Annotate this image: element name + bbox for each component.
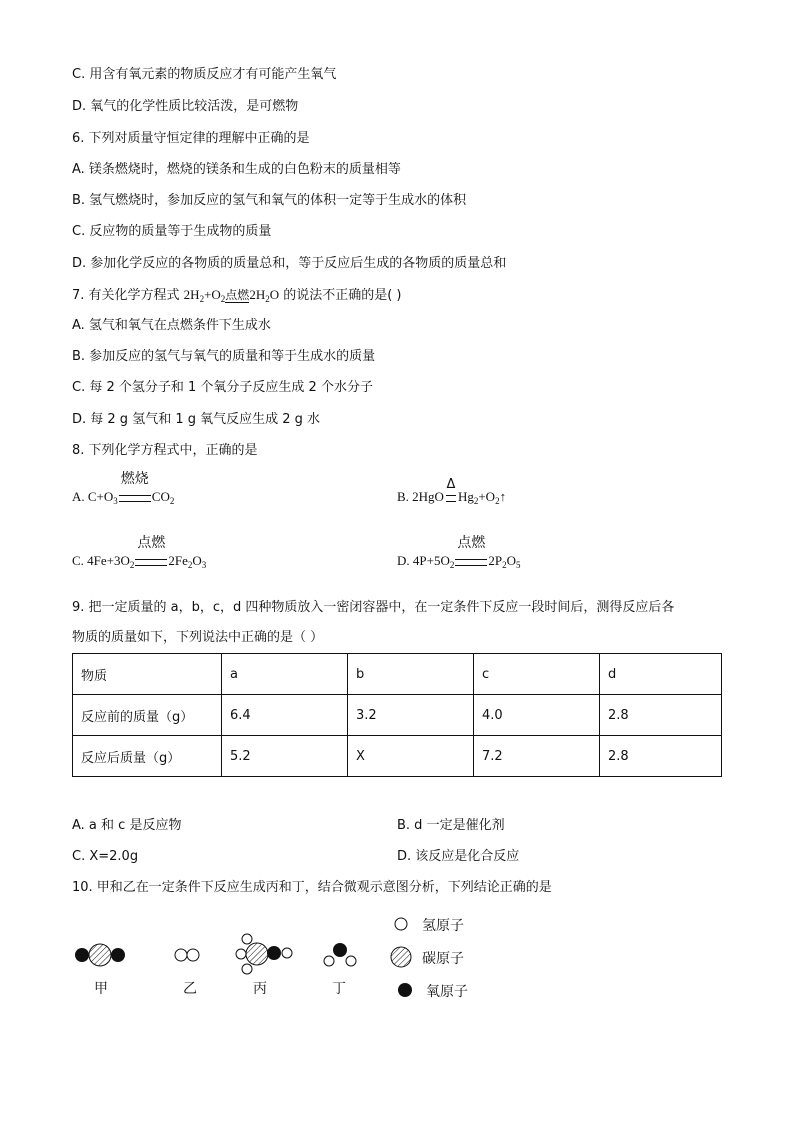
table-row — [73, 695, 722, 736]
q8c-condition: 点燃 — [137, 535, 166, 551]
question-6-option-d: D. 参加化学反应的各物质的质量总和，等于反应后生成的各物质的质量总和 — [72, 256, 507, 271]
label-jia: 甲 — [94, 981, 108, 997]
q7-lhs: 2H — [183, 287, 200, 302]
table-cell: 物质 — [73, 654, 222, 695]
q8b-arrow: ↑ — [499, 489, 507, 504]
q8b-equals-bar — [446, 495, 456, 502]
q7-condition: 点燃 — [225, 288, 250, 302]
table-cell: 6.4 — [222, 695, 348, 736]
q7-rhs-sub: 2 — [265, 294, 270, 304]
table-cell: b — [348, 654, 474, 695]
legend-oxygen-icon — [398, 983, 412, 997]
question-9-option-b: B. d 一定是催化剂 — [397, 818, 505, 833]
legend-oxygen-label: 氧原子 — [426, 984, 468, 1000]
question-7-option-c: C. 每 2 个氢分子和 1 个氧分子反应生成 2 个水分子 — [72, 380, 373, 395]
q7-suffix: 的说法不正确的是( ) — [279, 288, 402, 303]
q8c-sub3: 3 — [201, 560, 207, 570]
table-row — [73, 736, 722, 777]
legend-carbon-label: 碳原子 — [422, 951, 464, 967]
question-9-option-a: A. a 和 c 是反应物 — [72, 818, 182, 833]
q8c-product: 2Fe — [168, 553, 188, 568]
table-cell: a — [222, 654, 348, 695]
molecule-jia — [75, 944, 125, 966]
q8c-equals-bar — [135, 559, 167, 566]
q8b-label: B. 2HgO — [397, 489, 444, 504]
molecule-svg — [0, 900, 794, 1020]
q8b-product: Hg — [457, 489, 474, 504]
question-6-stem: 6. 下列对质量守恒定律的理解中正确的是 — [72, 131, 310, 146]
q8d-sub1: 2 — [449, 560, 455, 570]
question-9-stem-line1: 9. 把一定质量的 a，b，c，d 四种物质放入一密闭容器中，在一定条件下反应一段时间后，测得反应后各 — [72, 600, 675, 615]
q8a-condition: 燃烧 — [120, 471, 149, 487]
molecule-bing — [236, 934, 292, 974]
q8b-sub1: 2 — [473, 496, 479, 506]
question-7-option-b: B. 参加反应的氢气与氧气的质量和等于生成水的质量 — [72, 349, 376, 364]
question-8-option-b — [397, 477, 507, 506]
table-cell: 2.8 — [600, 736, 722, 777]
question-10-stem: 10. 甲和乙在一定条件下反应生成丙和丁，结合微观示意图分析，下列结论正确的是 — [72, 880, 552, 895]
question-8-stem: 8. 下列化学方程式中，正确的是 — [72, 443, 258, 458]
table-cell: 5.2 — [222, 736, 348, 777]
label-bing: 丙 — [253, 981, 267, 997]
table-cell: 反应前的质量（g） — [73, 695, 222, 736]
q8c-label: C. 4Fe+3O — [72, 553, 130, 568]
q8c-sub1: 2 — [129, 560, 135, 570]
question-9-stem-line2: 物质的质量如下，下列说法中正确的是（ ） — [72, 630, 324, 645]
legend-carbon-icon — [391, 947, 411, 967]
table-cell: 4.0 — [474, 695, 600, 736]
legend-hydrogen-label: 氢原子 — [422, 918, 464, 934]
q8a-sub2: 2 — [169, 496, 175, 506]
legend-hydrogen-icon — [395, 918, 407, 930]
label-yi: 乙 — [183, 981, 197, 997]
table-cell: d — [600, 654, 722, 695]
question-8-option-c — [72, 535, 207, 570]
q7-lhs-sub2: 2 — [220, 294, 226, 304]
q8d-sub3: 5 — [515, 560, 521, 570]
q8d-label: D. 4P+5O — [397, 553, 450, 568]
q8d-sub2: 2 — [502, 560, 507, 570]
question-6-option-b: B. 氢气燃烧时，参加反应的氢气和氧气的体积一定等于生成水的体积 — [72, 193, 467, 208]
question-9-option-c: C. X=2.0g — [72, 849, 139, 864]
mass-table — [72, 653, 722, 777]
table-cell: 3.2 — [348, 695, 474, 736]
question-8-option-d — [397, 535, 521, 570]
table-cell: X — [348, 736, 474, 777]
q8b-rest: +O — [478, 489, 496, 504]
molecule-diagram — [0, 900, 794, 1020]
question-7-option-d: D. 每 2 g 氢气和 1 g 氧气反应生成 2 g 水 — [72, 412, 321, 427]
q7-rhs-end: O — [269, 287, 280, 302]
q8a-label: A. C+O — [72, 489, 114, 504]
q8a-equals-bar — [119, 495, 151, 502]
question-8-option-a — [72, 471, 175, 506]
table-cell: 2.8 — [600, 695, 722, 736]
q8d-product2: O — [506, 553, 516, 568]
q8d-equals-bar — [455, 559, 487, 566]
q8c-product2: O — [192, 553, 202, 568]
q8a-sub1: 3 — [113, 496, 118, 506]
molecule-ding — [324, 943, 356, 966]
q7-rhs: 2H — [249, 287, 266, 302]
question-6-option-a: A. 镁条燃烧时，燃烧的镁条和生成的白色粉末的质量相等 — [72, 162, 401, 177]
table-row — [73, 654, 722, 695]
q8b-condition: Δ — [446, 477, 456, 492]
question-6-option-c: C. 反应物的质量等于生成物的质量 — [72, 224, 272, 239]
q8d-condition: 点燃 — [457, 535, 486, 551]
label-ding: 丁 — [332, 981, 346, 997]
q8c-sub2: 2 — [187, 560, 193, 570]
question-7-option-a: A. 氢气和氧气在点燃条件下生成水 — [72, 318, 271, 333]
q7-lhs-mid: +O — [204, 287, 221, 302]
molecule-yi — [175, 949, 199, 961]
table-cell: c — [474, 654, 600, 695]
q8b-sub2: 2 — [495, 496, 500, 506]
q7-prefix: 7. 有关化学方程式 — [72, 288, 184, 303]
question-9-option-d: D. 该反应是化合反应 — [397, 849, 520, 864]
table-cell: 7.2 — [474, 736, 600, 777]
q7-lhs-sub1: 2 — [199, 294, 205, 304]
q8d-product: 2P — [488, 553, 503, 568]
table-cell: 反应后质量（g） — [73, 736, 222, 777]
question-7-stem — [72, 286, 402, 305]
line-d-oxygen: D. 氧气的化学性质比较活泼，是可燃物 — [72, 99, 299, 114]
line-c-oxygen: C. 用含有氧元素的物质反应才有可能产生氧气 — [72, 67, 337, 82]
q8a-product: CO — [151, 489, 170, 504]
